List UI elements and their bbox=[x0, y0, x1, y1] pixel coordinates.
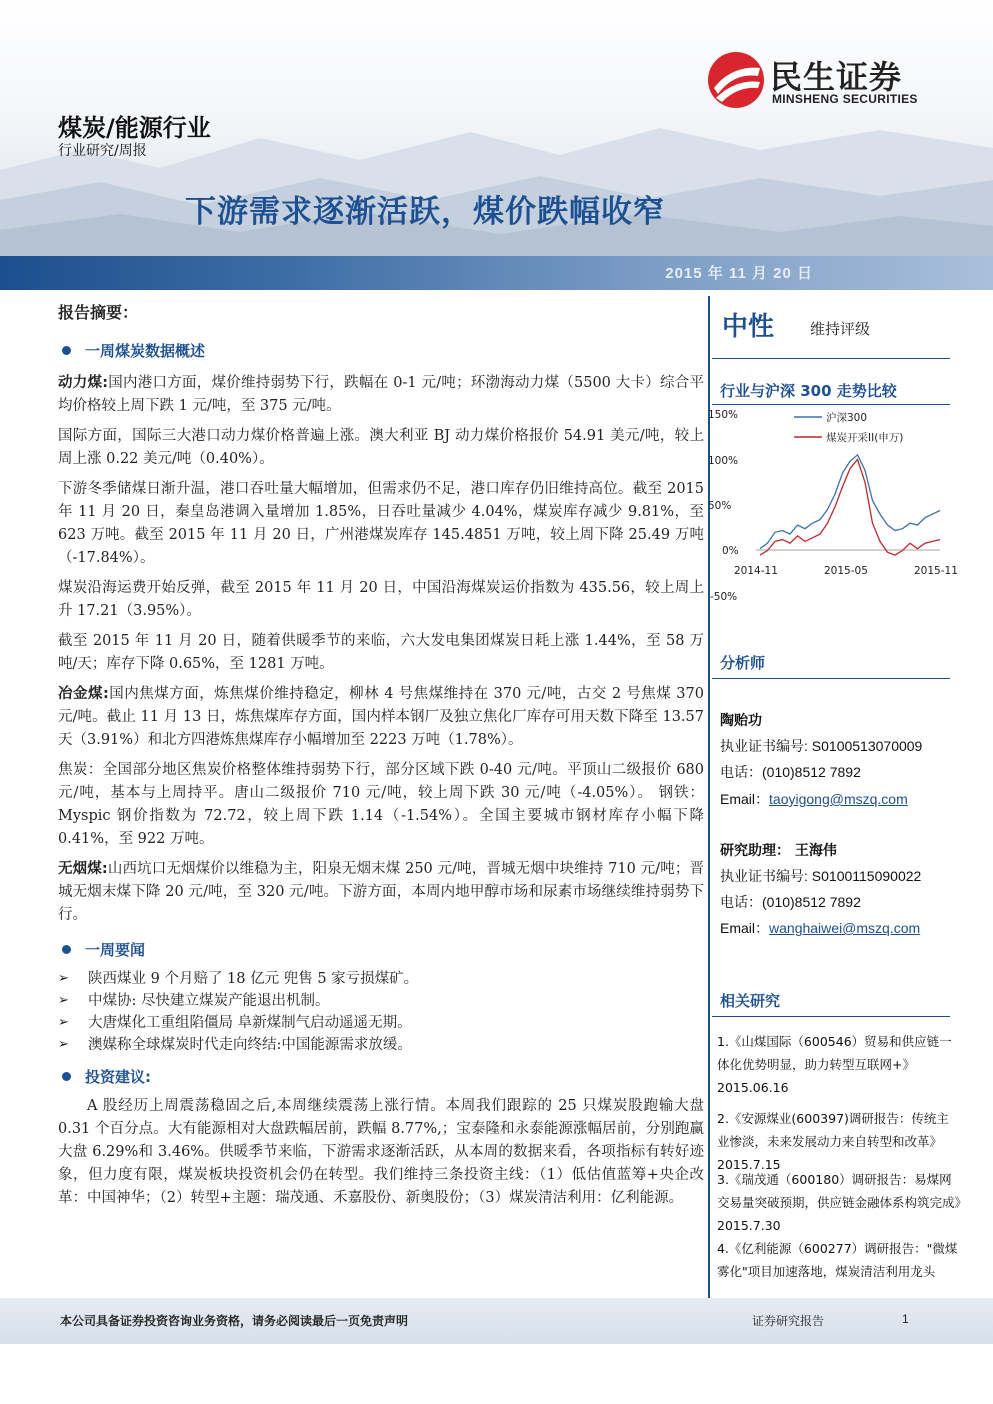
x-tick-label: 2015-05 bbox=[824, 565, 868, 577]
rating-value: 中性 bbox=[722, 312, 775, 342]
x-tick-label: 2015-11 bbox=[914, 565, 958, 577]
legend bbox=[794, 411, 903, 444]
page-number: 1 bbox=[902, 1312, 909, 1326]
bullet-dot-icon bbox=[62, 1072, 71, 1081]
related-heading: 相关研究 bbox=[720, 992, 781, 1010]
divider bbox=[712, 678, 950, 679]
arrow-bullet-icon: ➢ bbox=[58, 993, 69, 1008]
assistant-email-link[interactable]: wanghaiwei@mszq.com bbox=[769, 920, 921, 936]
paragraph-power-groups: 截至 2015 年 11 月 20 日，随着供暖季节的来临，六大发电集团煤炭日耗上涨 1.44%，至 58 万吨/天；库存下降 0.65%，至 1281 万吨。 bbox=[58, 633, 704, 672]
paragraph-freight: 煤炭沿海运费开始反弹，截至 2015 年 11 月 20 日，中国沿海煤炭运价指数为 435.56，较上周上升 17.21（3.95%）。 bbox=[58, 580, 704, 619]
lead-label: 动力煤: bbox=[58, 375, 109, 391]
date-band bbox=[0, 256, 993, 290]
y-tick-label: -50% bbox=[710, 591, 738, 603]
lead-label: 冶金煤: bbox=[58, 686, 109, 702]
rating-sub: 维持评级 bbox=[810, 320, 871, 338]
mountain-background bbox=[0, 0, 993, 290]
section-title: 投资建议: bbox=[85, 1068, 151, 1086]
paragraph-coking-coal: 冶金煤:国内焦煤方面，炼焦煤价维持稳定，柳林 4 号焦煤维持在 370 元/吨，古交 2 号焦煤 370 元/吨。截止 11 月 13 日，炼焦煤库存方面，国内样本钢厂及独立焦化厂库存可用天数下降至 13.57 天（3.91%）和北方四港炼焦煤库存小幅增加至 2223 万吨（1.78%）。 bbox=[58, 686, 704, 748]
bullet-dot-icon bbox=[62, 346, 71, 355]
section-weekly-data bbox=[58, 340, 704, 361]
assistant-name: 研究助理： 王海伟 bbox=[720, 843, 837, 859]
related-research-list bbox=[717, 1030, 961, 1283]
section-news bbox=[58, 939, 704, 960]
x-tick-labels bbox=[734, 565, 958, 577]
report-type: 行业研究/周报 bbox=[58, 143, 147, 159]
logo-en: MINSHENG SECURITIES bbox=[772, 92, 918, 106]
paragraph-anthracite: 无烟煤:山西坑口无烟煤价以维稳为主，阳泉无烟末煤 250 元/吨，晋城无烟中块维持 710 元/吨；晋城无烟末煤下降 20 元/吨，至 320 元/吨。下游方面，本周内地甲醇市场和尿素市场继续维持弱势下行。 bbox=[58, 861, 704, 923]
footer-disclaimer: 本公司具备证券投资咨询业务资格，请务必阅读最后一页免责声明 bbox=[60, 1314, 409, 1328]
industry-label: 煤炭/能源行业 bbox=[58, 114, 211, 142]
paragraph-coke-steel: 焦炭：全国部分地区焦炭价格整体维持弱势下行，部分区域下跌 0-40 元/吨。平顶山二级报价 680 元/吨，基本与上周持平。唐山二级报价 710 元/吨，较上周下跌 30 元/吨（-4.05%）。 钢铁：Myspic 钢价指数为 72.72，较上周下跌 1.14（-1.54%）。全国主要城市钢材库存小幅下降 0.41%，至 922 万吨。 bbox=[58, 762, 704, 847]
divider bbox=[712, 404, 950, 405]
related-item[interactable]: 2.《安源煤业(600397)调研报告：传统主业惨淡，未来发展动力来自转型和改革》2015.7.15 bbox=[717, 1111, 949, 1172]
section-title: 一周要闻 bbox=[85, 941, 146, 959]
legend-label: 沪深300 bbox=[826, 412, 868, 424]
chart-title: 行业与沪深 300 走势比较 bbox=[720, 382, 897, 400]
divider bbox=[712, 358, 950, 359]
logo-cn: 民生证券 bbox=[770, 58, 903, 96]
paragraph-thermal-coal: 动力煤:国内港口方面，煤价维持弱势下行，跌幅在 0-1 元/吨；环渤海动力煤（5500 大卡）综合平均价格较上周下跌 1 元/吨，至 375 元/吨。 bbox=[58, 375, 704, 414]
paragraph-advice: A 股经历上周震荡稳固之后,本周继续震荡上涨行情。本周我们跟踪的 25 只煤炭股跑输大盘 0.31 个百分点。大有能源相对大盘跌幅居前，跌幅 8.77%,；宝泰隆和永泰能源涨幅居前，分别跑赢大盘 6.29%和 3.46%。供暖季节来临，下游需求逐渐活跃，从本周的数据来看，各项指标有转好迹象，但力度有限，煤炭板块投资机会仍在转型。我们维持三条投资主线：（1）低估值蓝筹+央企改革：中国神华；（2）转型+主题：瑞茂通、禾嘉股份、新奥股份；（3）煤炭清洁利用：亿利能源。 bbox=[58, 1098, 704, 1206]
arrow-bullet-icon: ➢ bbox=[58, 971, 69, 986]
footer-doc-type: 证券研究报告 bbox=[752, 1314, 825, 1328]
news-item: ➢ 中煤协: 尽快建立煤炭产能退出机制。 bbox=[58, 990, 704, 1012]
news-item: ➢ 大唐煤化工重组陷僵局 阜新煤制气启动遥遥无期。 bbox=[58, 1012, 704, 1034]
report-title: 下游需求逐渐活跃，煤价跌幅收窄 bbox=[185, 194, 665, 230]
related-item[interactable]: 4.《亿利能源（600277）调研报告："微煤雾化"项目加速落地，煤炭清洁利用龙头 bbox=[717, 1241, 958, 1279]
series-group bbox=[760, 455, 940, 555]
paragraph-international: 国际方面，国际三大港口动力煤价格普遍上涨。澳大利亚 BJ 动力煤价格报价 54.91 美元/吨，较上周上涨 0.22 美元/吨（0.40%）。 bbox=[58, 428, 704, 467]
paragraph-port-inventory: 下游冬季储煤日渐升温，港口吞吐量大幅增加，但需求仍不足，港口库存仍旧维持高位。截至 2015 年 11 月 20 日，秦皇岛港调入量增加 1.85%，日吞吐量减少 4.04%，煤炭库存减少 9.81%，至 623 万吨。截至 2015 年 11 月 20 日，广州港煤炭库存 145.4851 万吨，较上周下降 25.49 万吨（-17.84%）。 bbox=[58, 481, 704, 566]
arrow-bullet-icon: ➢ bbox=[58, 1037, 69, 1052]
series-line-1 bbox=[760, 460, 940, 556]
assistant-email-row: Email：wanghaiwei@mszq.com bbox=[720, 920, 921, 936]
news-list bbox=[58, 968, 704, 1056]
analyst-email-row: Email：taoyigong@mszq.com bbox=[720, 791, 908, 807]
news-item: ➢ 陕西煤业 9 个月赔了 18 亿元 兜售 5 家亏损煤矿。 bbox=[58, 968, 704, 990]
divider bbox=[712, 1016, 950, 1017]
section-investment bbox=[58, 1066, 704, 1087]
y-tick-label: 0% bbox=[722, 545, 739, 557]
analyst-cert: 执业证书编号: S0100513070009 bbox=[720, 738, 923, 754]
header-banner bbox=[0, 0, 993, 290]
arrow-bullet-icon: ➢ bbox=[58, 1015, 69, 1030]
section-title: 一周煤炭数据概述 bbox=[85, 342, 206, 360]
report-date: 2015 年 11 月 20 日 bbox=[665, 265, 813, 282]
analyst-name: 陶贻功 bbox=[720, 713, 762, 729]
lead-label: 无烟煤: bbox=[58, 861, 108, 877]
y-tick-label: 100% bbox=[708, 455, 739, 467]
legend-label: 煤炭开采II(申万) bbox=[826, 432, 904, 444]
y-tick-label: 50% bbox=[708, 500, 732, 512]
assistant-cert: 执业证书编号: S0100115090022 bbox=[720, 868, 922, 884]
related-item[interactable]: 1.《山煤国际（600546）贸易和供应链一体化优势明显，助力转型互联网+》2015.06.16 bbox=[717, 1034, 952, 1095]
analyst-email-link[interactable]: taoyigong@mszq.com bbox=[769, 791, 908, 807]
main-content bbox=[58, 300, 704, 1210]
summary-heading: 报告摘要： bbox=[58, 303, 139, 322]
assistant-phone: 电话：(010)8512 7892 bbox=[720, 894, 861, 910]
trend-chart bbox=[708, 406, 968, 606]
analyst-heading: 分析师 bbox=[720, 654, 766, 672]
x-tick-label: 2014-11 bbox=[734, 565, 778, 577]
y-tick-label: 150% bbox=[708, 409, 739, 421]
related-item[interactable]: 3.《瑞茂通（600180）调研报告：易煤网交易量突破预期，供应链金融体系构筑完成》2015.7.30 bbox=[717, 1172, 961, 1233]
analyst-phone: 电话：(010)8512 7892 bbox=[720, 764, 861, 780]
bullet-dot-icon bbox=[62, 945, 71, 954]
news-item: ➢ 澳媒称全球煤炭时代走向终结:中国能源需求放缓。 bbox=[58, 1034, 704, 1056]
